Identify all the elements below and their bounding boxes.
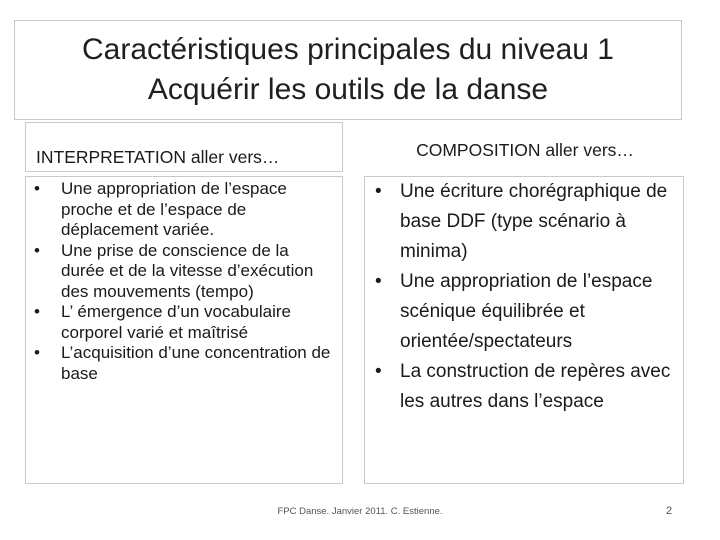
composition-item: • La construction de repères avec les autres dans l’espace xyxy=(365,357,675,417)
composition-item: • Une écriture chorégraphique de base DDF (type scénario à minima) xyxy=(365,177,675,267)
page-number: 2 xyxy=(666,505,673,517)
composition-box xyxy=(364,176,684,484)
composition-list xyxy=(365,177,675,417)
slide-title-line-1: Caractéristiques principales du niveau 1 xyxy=(82,33,614,66)
slide-title-box xyxy=(14,20,682,120)
interpretation-item: • Une prise de conscience de la durée et de la vitesse d’exécution des mouvements (tempo) xyxy=(26,241,332,303)
composition-heading: COMPOSITION aller vers… xyxy=(416,140,634,160)
interpretation-heading: INTERPRETATION aller vers… xyxy=(25,122,343,172)
interpretation-item: • L’ émergence d’un vocabulaire corporel varié et maîtrisé xyxy=(26,302,332,343)
interpretation-box xyxy=(25,176,343,484)
slide-title-line-2: Acquérir les outils de la danse xyxy=(147,73,549,106)
interpretation-item: • Une appropriation de l’espace proche et de l’espace de déplacement variée. xyxy=(26,179,332,241)
composition-item: • Une appropriation de l’espace scénique équilibrée et orientée/spectateurs xyxy=(365,267,675,357)
interpretation-list xyxy=(26,179,332,384)
interpretation-item: • L’acquisition d’une concentration de base xyxy=(26,343,332,384)
slide-footer: FPC Danse. Janvier 2011. C. Estienne. xyxy=(277,506,443,517)
